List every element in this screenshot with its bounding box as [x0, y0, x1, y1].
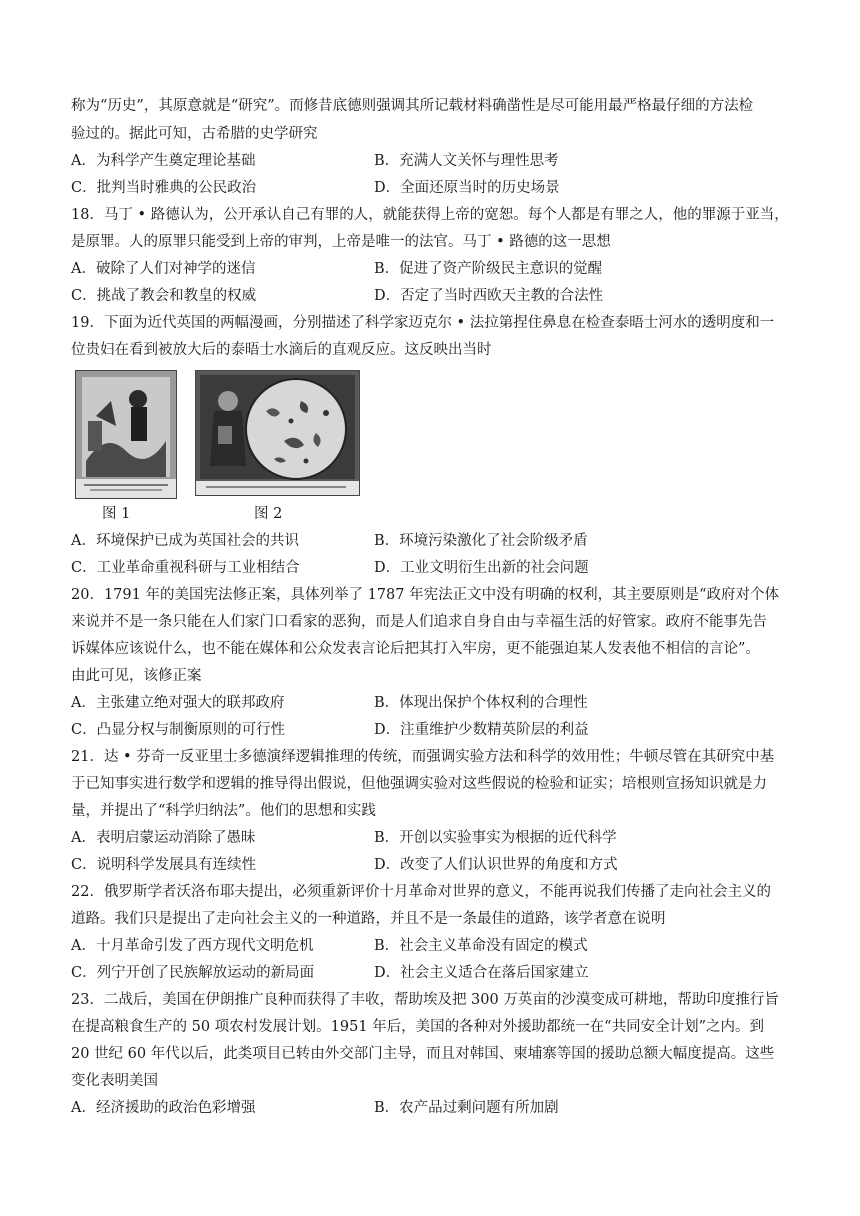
q18-stem-line-2: 是原罪。人的原罪只能受到上帝的审判，上帝是唯一的法官。马丁 • 路德的这一思想	[71, 234, 611, 250]
q21-stem-line-2: 于已知事实进行数学和逻辑的推导得出假说，但他强调实验对这些假说的检验和证实；培根则宣扬知识就是力	[71, 776, 767, 792]
q22-option-a: A．十月革命引发了西方现代文明危机	[71, 938, 314, 954]
q18-stem-line-1: 18．马丁 • 路德认为，公开承认自己有罪的人，就能获得上帝的宽恕。每个人都是有罪之人，他的罪源于亚当，	[71, 207, 789, 223]
q21-option-d: D．改变了人们认识世界的角度和方式	[374, 857, 618, 873]
q21-option-b: B．开创以实验事实为根据的近代科学	[374, 830, 617, 846]
q21-option-a: A．表明启蒙运动消除了愚昧	[71, 830, 256, 846]
q22-stem-line-1: 22．俄罗斯学者沃洛布耶夫提出，必须重新评价十月革命对世界的意义，不能再说我们传播了走向社会主义的	[71, 884, 771, 900]
q23-stem-line-2: 在提高粮食生产的 50 项农村发展计划。1951 年后，美国的各种对外援助都统一在“共同安全计划”之内。到	[71, 1019, 765, 1035]
q19-option-c: C．工业革命重视科研与工业相结合	[71, 560, 300, 576]
q19-option-d: D．工业文明衍生出新的社会问题	[374, 560, 589, 576]
q20-stem-line-1: 20．1791 年的美国宪法修正案，具体列举了 1787 年宪法正文中没有明确的权利，其主要原则是“政府对个体	[71, 587, 779, 603]
q17-option-c: C．批判当时雅典的公民政治	[71, 180, 257, 196]
q17-option-d: D．全面还原当时的历史场景	[374, 180, 560, 196]
q23-stem-line-1: 23．二战后，美国在伊朗推广良种而获得了丰收，帮助埃及把 300 万英亩的沙漠变成可耕地，帮助印度推行旨	[71, 992, 779, 1008]
figure-1-caption: 图 1	[102, 506, 131, 522]
q22-option-d: D．社会主义适合在落后国家建立	[374, 965, 589, 981]
q20-option-a: A．主张建立绝对强大的联邦政府	[71, 695, 285, 711]
faraday-cartoon-image	[75, 370, 177, 499]
q20-option-d: D．注重维护少数精英阶层的利益	[374, 722, 589, 738]
q23-option-b: B．农产品过剩问题有所加剧	[374, 1100, 559, 1116]
q21-stem-line-3: 量，并提出了“科学归纳法”。他们的思想和实践	[71, 803, 376, 819]
q22-option-b: B．社会主义革命没有固定的模式	[374, 938, 588, 954]
q21-option-c: C．说明科学发展具有连续性	[71, 857, 257, 873]
q18-option-a: A．破除了人们对神学的迷信	[71, 261, 256, 277]
q20-stem-line-4: 由此可见，该修正案	[71, 668, 202, 684]
q17-stem-line-2: 验过的。据此可知，古希腊的史学研究	[71, 126, 318, 142]
figure-2-caption: 图 2	[254, 506, 283, 522]
q18-option-b: B．促进了资产阶级民主意识的觉醒	[374, 261, 603, 277]
q19-stem-line-1: 19．下面为近代英国的两幅漫画，分别描述了科学家迈克尔 • 法拉第捏住鼻息在检查泰晤士河水的透明度和一	[71, 315, 775, 331]
q19-stem-line-2: 位贵妇在看到被放大后的泰晤士水滴后的直观反应。这反映出当时	[71, 342, 492, 358]
q23-stem-line-4: 变化表明美国	[71, 1073, 158, 1089]
q18-option-d: D．否定了当时西欧天主教的合法性	[374, 288, 604, 304]
q23-stem-line-3: 20 世纪 60 年代以后，此类项目已转由外交部门主导，而且对韩国、柬埔寨等国的援助总额大幅度提高。这些	[71, 1046, 775, 1062]
q21-stem-line-1: 21．达 • 芬奇一反亚里士多德演绎逻辑推理的传统，而强调实验方法和科学的效用性；牛顿尽管在其研究中基	[71, 749, 775, 765]
q17-option-b: B．充满人文关怀与理性思考	[374, 153, 559, 169]
q20-option-b: B．体现出保护个体权利的合理性	[374, 695, 588, 711]
q22-stem-line-2: 道路。我们只是提出了走向社会主义的一种道路，并且不是一条最佳的道路，该学者意在说明	[71, 911, 666, 927]
thames-water-drop-cartoon-image	[195, 370, 360, 496]
q22-option-c: C．列宁开创了民族解放运动的新局面	[71, 965, 315, 981]
q19-option-b: B．环境污染激化了社会阶级矛盾	[374, 533, 588, 549]
q23-option-a: A．经济援助的政治色彩增强	[71, 1100, 256, 1116]
q18-option-c: C．挑战了教会和教皇的权威	[71, 288, 257, 304]
q17-option-a: A．为科学产生奠定理论基础	[71, 153, 256, 169]
q19-option-a: A．环境保护已成为英国社会的共识	[71, 533, 299, 549]
q20-stem-line-3: 诉媒体应该说什么，也不能在媒体和公众发表言论后把其打入牢房，更不能强迫某人发表他不相信的言论”。	[71, 641, 760, 657]
q20-option-c: C．凸显分权与制衡原则的可行性	[71, 722, 286, 738]
q20-stem-line-2: 来说并不是一条只能在人们家门口看家的恶狗，而是人们追求自身自由与幸福生活的好管家。政府不能事先告	[71, 614, 767, 630]
q17-stem-line-1: 称为“历史”，其原意就是“研究”。而修昔底德则强调其所记载材料确凿性是尽可能用最严格最仔细的方法检	[71, 98, 754, 114]
